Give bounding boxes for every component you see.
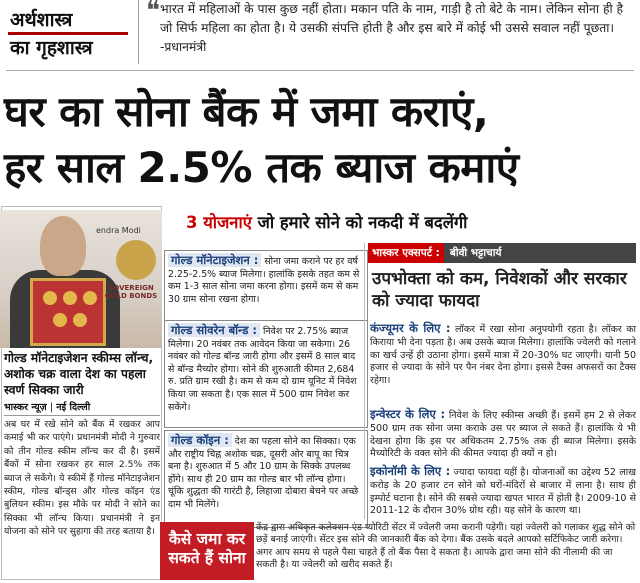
divider <box>6 70 634 71</box>
how-to-deposit-banner: कैसे जमा कर सकते हैं सोना <box>160 522 254 580</box>
expert-bar <box>368 243 636 263</box>
subtitle-count: 3 योजनाएं <box>186 213 252 232</box>
column-divider <box>364 243 365 519</box>
expert-section <box>370 465 636 518</box>
section-title: कंज्यूमर के लिए : <box>370 321 451 335</box>
photo-caption: गोल्ड मॉनेटाइजेशन स्कीम्स लॉन्च, अशोक चक्र वाला देश का पहला स्वर्ण सिक्का जारी <box>4 351 154 397</box>
emblem-icon <box>116 240 156 280</box>
expert-tag: भास्कर एक्सपर्ट : <box>368 243 444 263</box>
section-title: इन्वेस्टर के लिए : <box>370 407 446 421</box>
section-text: लॉकर में रखा सोना अनुपयोगी रहता है। लॉकर का किराया भी देना पड़ता है। अब उसके ब्याज मिलेगा। हालांकि ज्वेलरी को गलाने का खर्च उन्हें ही उठाना होगा। इसमें मात्रा में 20-30% घट जाएगी। यानी 50 हजार से ज्यादा के सोने पर पैन नंबर देना होगा। इससे टैक्स अफसरों का टैक्स रहेगा। <box>370 324 636 387</box>
photo-name-text: endra Modi <box>96 226 141 235</box>
scheme-text: देश का पहला सोने का सिक्का। एक और राष्ट्रीय चिह्न अशोक चक्र, दूसरी ओर बापू का चित्र बना है। शुरुआत में 5 और 10 ग्राम के सिक्के उपलब्ध होंगे। साथ ही 20 ग्राम का गोल्ड बार भी लॉन्च होगा। चूंकि शुद्धता की गारंटी है, लिहाजा दोबारा बेचने पर अच्छे दाम भी मिलेंगे। <box>168 436 359 510</box>
quote-icon: ❝ <box>146 0 160 26</box>
expert-name: बीवी भट्टाचार्य <box>449 247 502 259</box>
section-text: निवेश के लिए स्कीम्स अच्छी हैं। इसमें हम 2 से लेकर 500 ग्राम तक सोना जमा कराके उस पर ब्याज ले सकते हैं। हालांकि ये भी देखना होगा कि इस पर अधिकतम 2.75% तक ही ब्याज मिलेगा। इसके मैच्योरिटी के वक्त सोने की कीमत ज्यादा ही क्यों न हो। <box>370 410 636 460</box>
city: नई दिल्ली <box>56 402 91 413</box>
brand-line-2: का गृहशास्त्र <box>10 37 93 59</box>
page-headline <box>4 84 636 196</box>
person-figure <box>40 216 86 276</box>
sovereign-label: SOVEREIGN GOLD BONDS <box>104 284 158 300</box>
scheme-text: सोना जमा कराने पर हर वर्ष 2.25-2.5% ब्याज मिलेगा। हालांकि इसके तहत कम से कम 1-3 साल सोना जमा करना होगा। इसमें कम से कम 30 ग्राम सोना रखना होगा। <box>168 256 360 305</box>
scheme-title: गोल्ड कॉइन : <box>168 433 232 447</box>
scheme-text: निवेश पर 2.75% ब्याज मिलेगा। 20 नवंबर तक आवेदन किया जा सकेगा। 26 नवंबर को गोल्ड बॉन्ड जारी होगा और इसमें 8 साल बाद से बॉन्ड मैच्योर होगा। सोने की शुरुआती कीमत 2,684 रु. प्रति ग्राम रखी है। कम से कम दो ग्राम यूनिट में निवेश किया जा सकता है। एक साल में 500 ग्राम निवेश कर सकेंगे। <box>168 326 357 413</box>
section-title: इकोनॉमी के लिए : <box>370 464 451 478</box>
brand-line-1: अर्थशास्त्र <box>10 9 73 31</box>
scheme-box <box>164 250 368 324</box>
agency: भास्कर न्यूज़ <box>4 402 47 413</box>
expert-section <box>370 408 636 461</box>
expert-headline: उपभोक्ता को कम, निवेशकों और सरकार को ज्यादा फायदा <box>372 269 627 311</box>
brand-box <box>0 0 139 64</box>
scheme-title: गोल्ड मॉनेटाइजेशन : <box>168 253 261 267</box>
subtitle-rest: जो हमारे सोने को नकदी में बदलेंगी <box>251 213 468 232</box>
scheme-box <box>164 320 368 428</box>
coin-display-frame <box>30 278 106 346</box>
headline-line-1: घर का सोना बैंक में जमा कराएं, <box>4 87 489 136</box>
scheme-title: गोल्ड सोवरेन बॉन्ड : <box>168 323 260 337</box>
article-body: अब घर में रखे सोने को बैंक में रखकर आप कमाई भी कर पाएंगे। प्रधानमंत्री मोदी ने गुरुवार को तीन गोल्ड स्कीम लॉन्च कर दी है। इसमें बैंकों में सोना रखकर हर साल 2.5% तक ब्याज ले सकेंगे। ये स्कीमें हैं गोल्ड मॉनेटाइजेशन स्कीम, गोल्ड बॉन्ड्स और गोल्ड कॉइन एंड बुलियन स्कीम। इस मौके पर मोदी ने सोने का सिक्का भी लॉन्च किया। प्रधानमंत्री ने इन योजना को सोने पर सुहागा की तरह बताया है। <box>4 419 160 538</box>
pm-quote <box>140 0 636 64</box>
dateline: भास्कर न्यूज़ | नई दिल्ली <box>4 400 160 416</box>
section-text: ज्यादा फायदा यहीं है। योजनाओं का उद्देश्य 52 लाख करोड़ के 20 हजार टन सोने को घरों-मंदिरों से बाजार में लाना है। साथ ही इम्पोर्ट घटाना है। सोने की सबसे ज्यादा खपत भारत में होती है। 2009-10 से 2011-12 के दौरान 30% ग्रोथ रही। यह सोने के कारण था। <box>370 467 636 517</box>
quote-text: भारत में महिलाओं के पास कुछ नहीं होता। मकान पति के नाम, गाड़ी है तो बेटे के नाम। लेकिन सोना ही है जो सिर्फ महिला का होता है। ये उसकी संपत्ति होती है और इस बारे में कोई भी उससे सवाल नहीं पूछता। -प्रधानमंत्री <box>160 2 624 54</box>
headline-line-2: हर साल 2.5% तक ब्याज कमाएं <box>4 143 519 192</box>
news-photo <box>0 210 162 348</box>
how-to-deposit-text: केंद्र द्वारा अधिकृत कलेक्शन एंड प्योरिटी सेंटर में ज्वेलरी जमा करानी पड़ेगी। यहां ज्वेलरी को गलाकर शुद्ध सोने को छड़ें बनाई जाएंगी। सेंटर इस सोने की जानकारी बैंक को देगा। बैंक उसके बदले आपको सर्टिफिकेट जारी करेगा। अगर आप समय से पहले पैसा चाहते हैं तो बैंक पैसा दे सकता है। आपके द्वारा जमा सोने की नीलामी की जा सकती है। या ज्वेलरी को खरीद सकते हैं। <box>256 522 636 571</box>
expert-section <box>370 322 636 388</box>
subtitle <box>186 210 626 233</box>
scheme-box <box>164 430 368 528</box>
